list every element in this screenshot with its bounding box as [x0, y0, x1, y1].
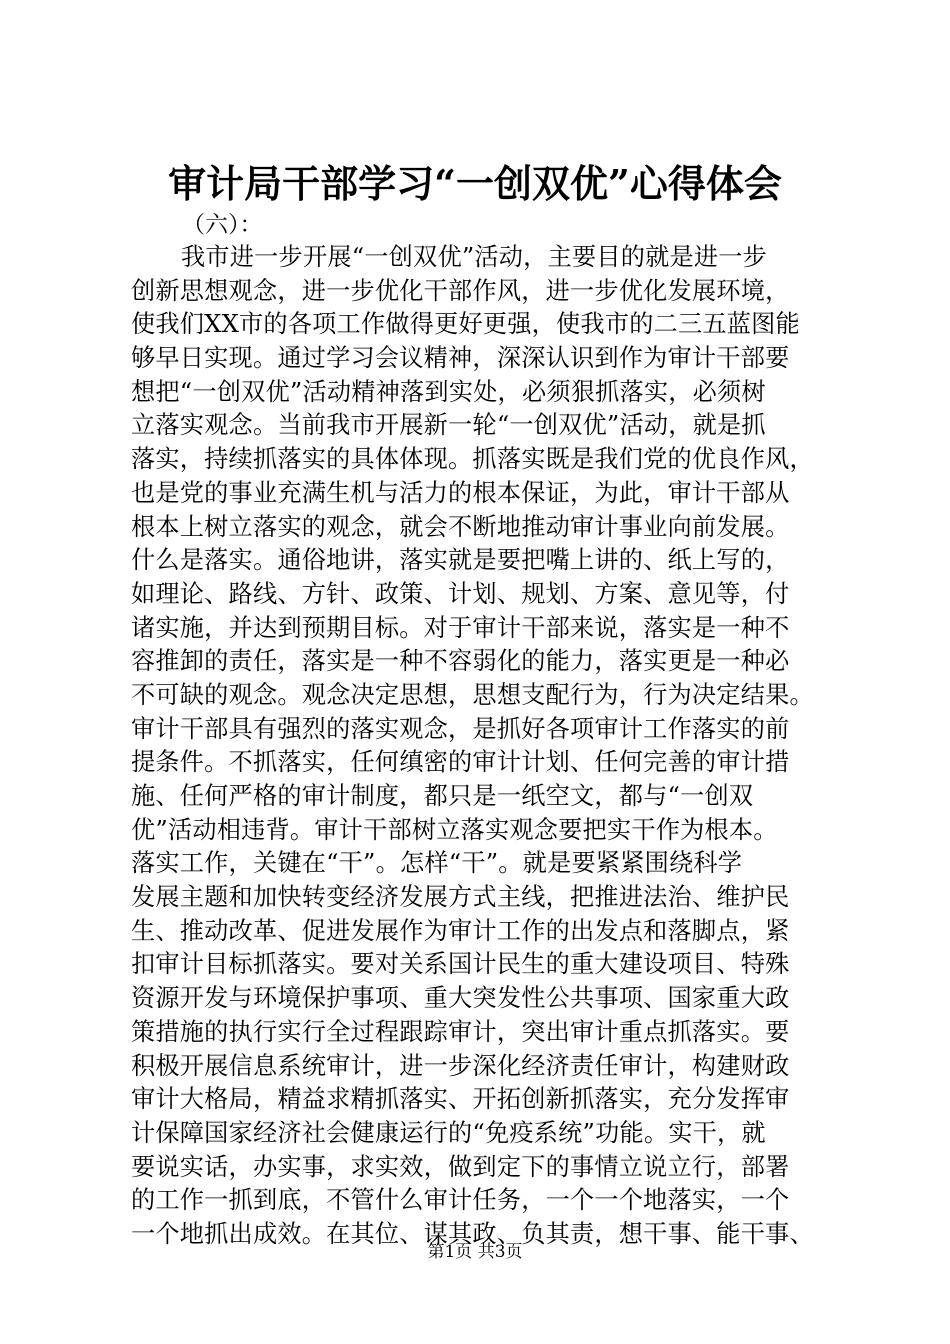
- text-line: 优”活动相违背。审计干部树立落实观念要把实干作为根本。: [131, 815, 778, 844]
- text-line: 资源开发与环境保护事项、重大突发性公共事项、国家重大政: [131, 984, 790, 1013]
- body-text: [131, 241, 851, 1252]
- text-line: 积极开展信息系统审计，进一步深化经济责任审计，构建财政: [131, 1051, 790, 1080]
- text-line: 不可缺的观念。观念决定思想，思想支配行为，行为决定结果。: [131, 680, 814, 709]
- text-line: 如理论、路线、方针、政策、计划、规划、方案、意见等，付: [131, 579, 790, 608]
- text-line: 计保障国家经济社会健康运行的“免疫系统”功能。实干，就: [131, 1118, 766, 1147]
- text-line: 使我们XX市的各项工作做得更好更强，使我市的二三五蓝图能: [131, 310, 800, 339]
- text-line: 提条件。不抓落实，任何缜密的审计计划、任何完善的审计措: [131, 748, 790, 777]
- text-line: 落实，持续抓落实的具体体现。抓落实既是我们党的优良作风，: [131, 445, 814, 474]
- text-line: 容推卸的责任，落实是一种不容弱化的能力，落实更是一种必: [131, 647, 790, 676]
- text-line: 审计大格局，精益求精抓落实、开拓创新抓落实，充分发挥审: [131, 1085, 790, 1114]
- text-line: 我市进一步开展“一创双优”活动，主要目的就是进一步: [181, 243, 768, 271]
- text-line: 策措施的执行实行全过程跟踪审计，突出审计重点抓落实。要: [131, 1017, 790, 1046]
- text-line: 发展主题和加快转变经济发展方式主线，把推进法治、维护民: [131, 883, 790, 912]
- section-number: （六）：: [182, 212, 263, 238]
- text-line: 的工作一抓到底，不管什么审计任务，一个一个地落实，一个: [131, 1186, 790, 1215]
- text-line: 立落实观念。当前我市开展新一轮“一创双优”活动，就是抓: [131, 411, 766, 440]
- text-line: 落实工作，关键在“干”。怎样“干”。就是要紧紧围绕科学: [131, 849, 743, 878]
- page-footer: 第1页 共3页: [427, 1242, 523, 1262]
- text-line: 审计干部具有强烈的落实观念，是抓好各项审计工作落实的前: [131, 714, 790, 743]
- text-line: 根本上树立落实的观念，就会不断地推动审计事业向前发展。: [131, 512, 790, 541]
- text-line: 扣审计目标抓落实。要对关系国计民生的重大建设项目、特殊: [131, 950, 790, 979]
- text-line: 够早日实现。通过学习会议精神，深深认识到作为审计干部要: [131, 344, 790, 373]
- text-line: 也是党的事业充满生机与活力的根本保证，为此，审计干部从: [131, 478, 790, 507]
- text-line: 创新思想观念，进一步优化干部作风，进一步优化发展环境，: [131, 276, 790, 305]
- text-line: 施、任何严格的审计制度，都只是一纸空文，都与“一创双: [131, 782, 754, 810]
- text-line: 要说实话，办实事，求实效，做到定下的事情立说立行，部署: [131, 1152, 790, 1181]
- text-line: 诸实施，并达到预期目标。对于审计干部来说，落实是一种不: [131, 613, 790, 642]
- document-title: 审计局干部学习“一创双优”心得体会: [168, 161, 782, 206]
- text-line: 一个地抓出成效。在其位、谋其政、负其责，想干事、能干事、: [131, 1219, 814, 1248]
- text-line: 什么是落实。通俗地讲，落实就是要把嘴上讲的、纸上写的，: [131, 546, 790, 575]
- text-line: 想把“一创双优”活动精神落到实处，必须狠抓落实，必须树: [131, 377, 766, 406]
- text-line: 生、推动改革、促进发展作为审计工作的出发点和落脚点，紧: [131, 916, 790, 945]
